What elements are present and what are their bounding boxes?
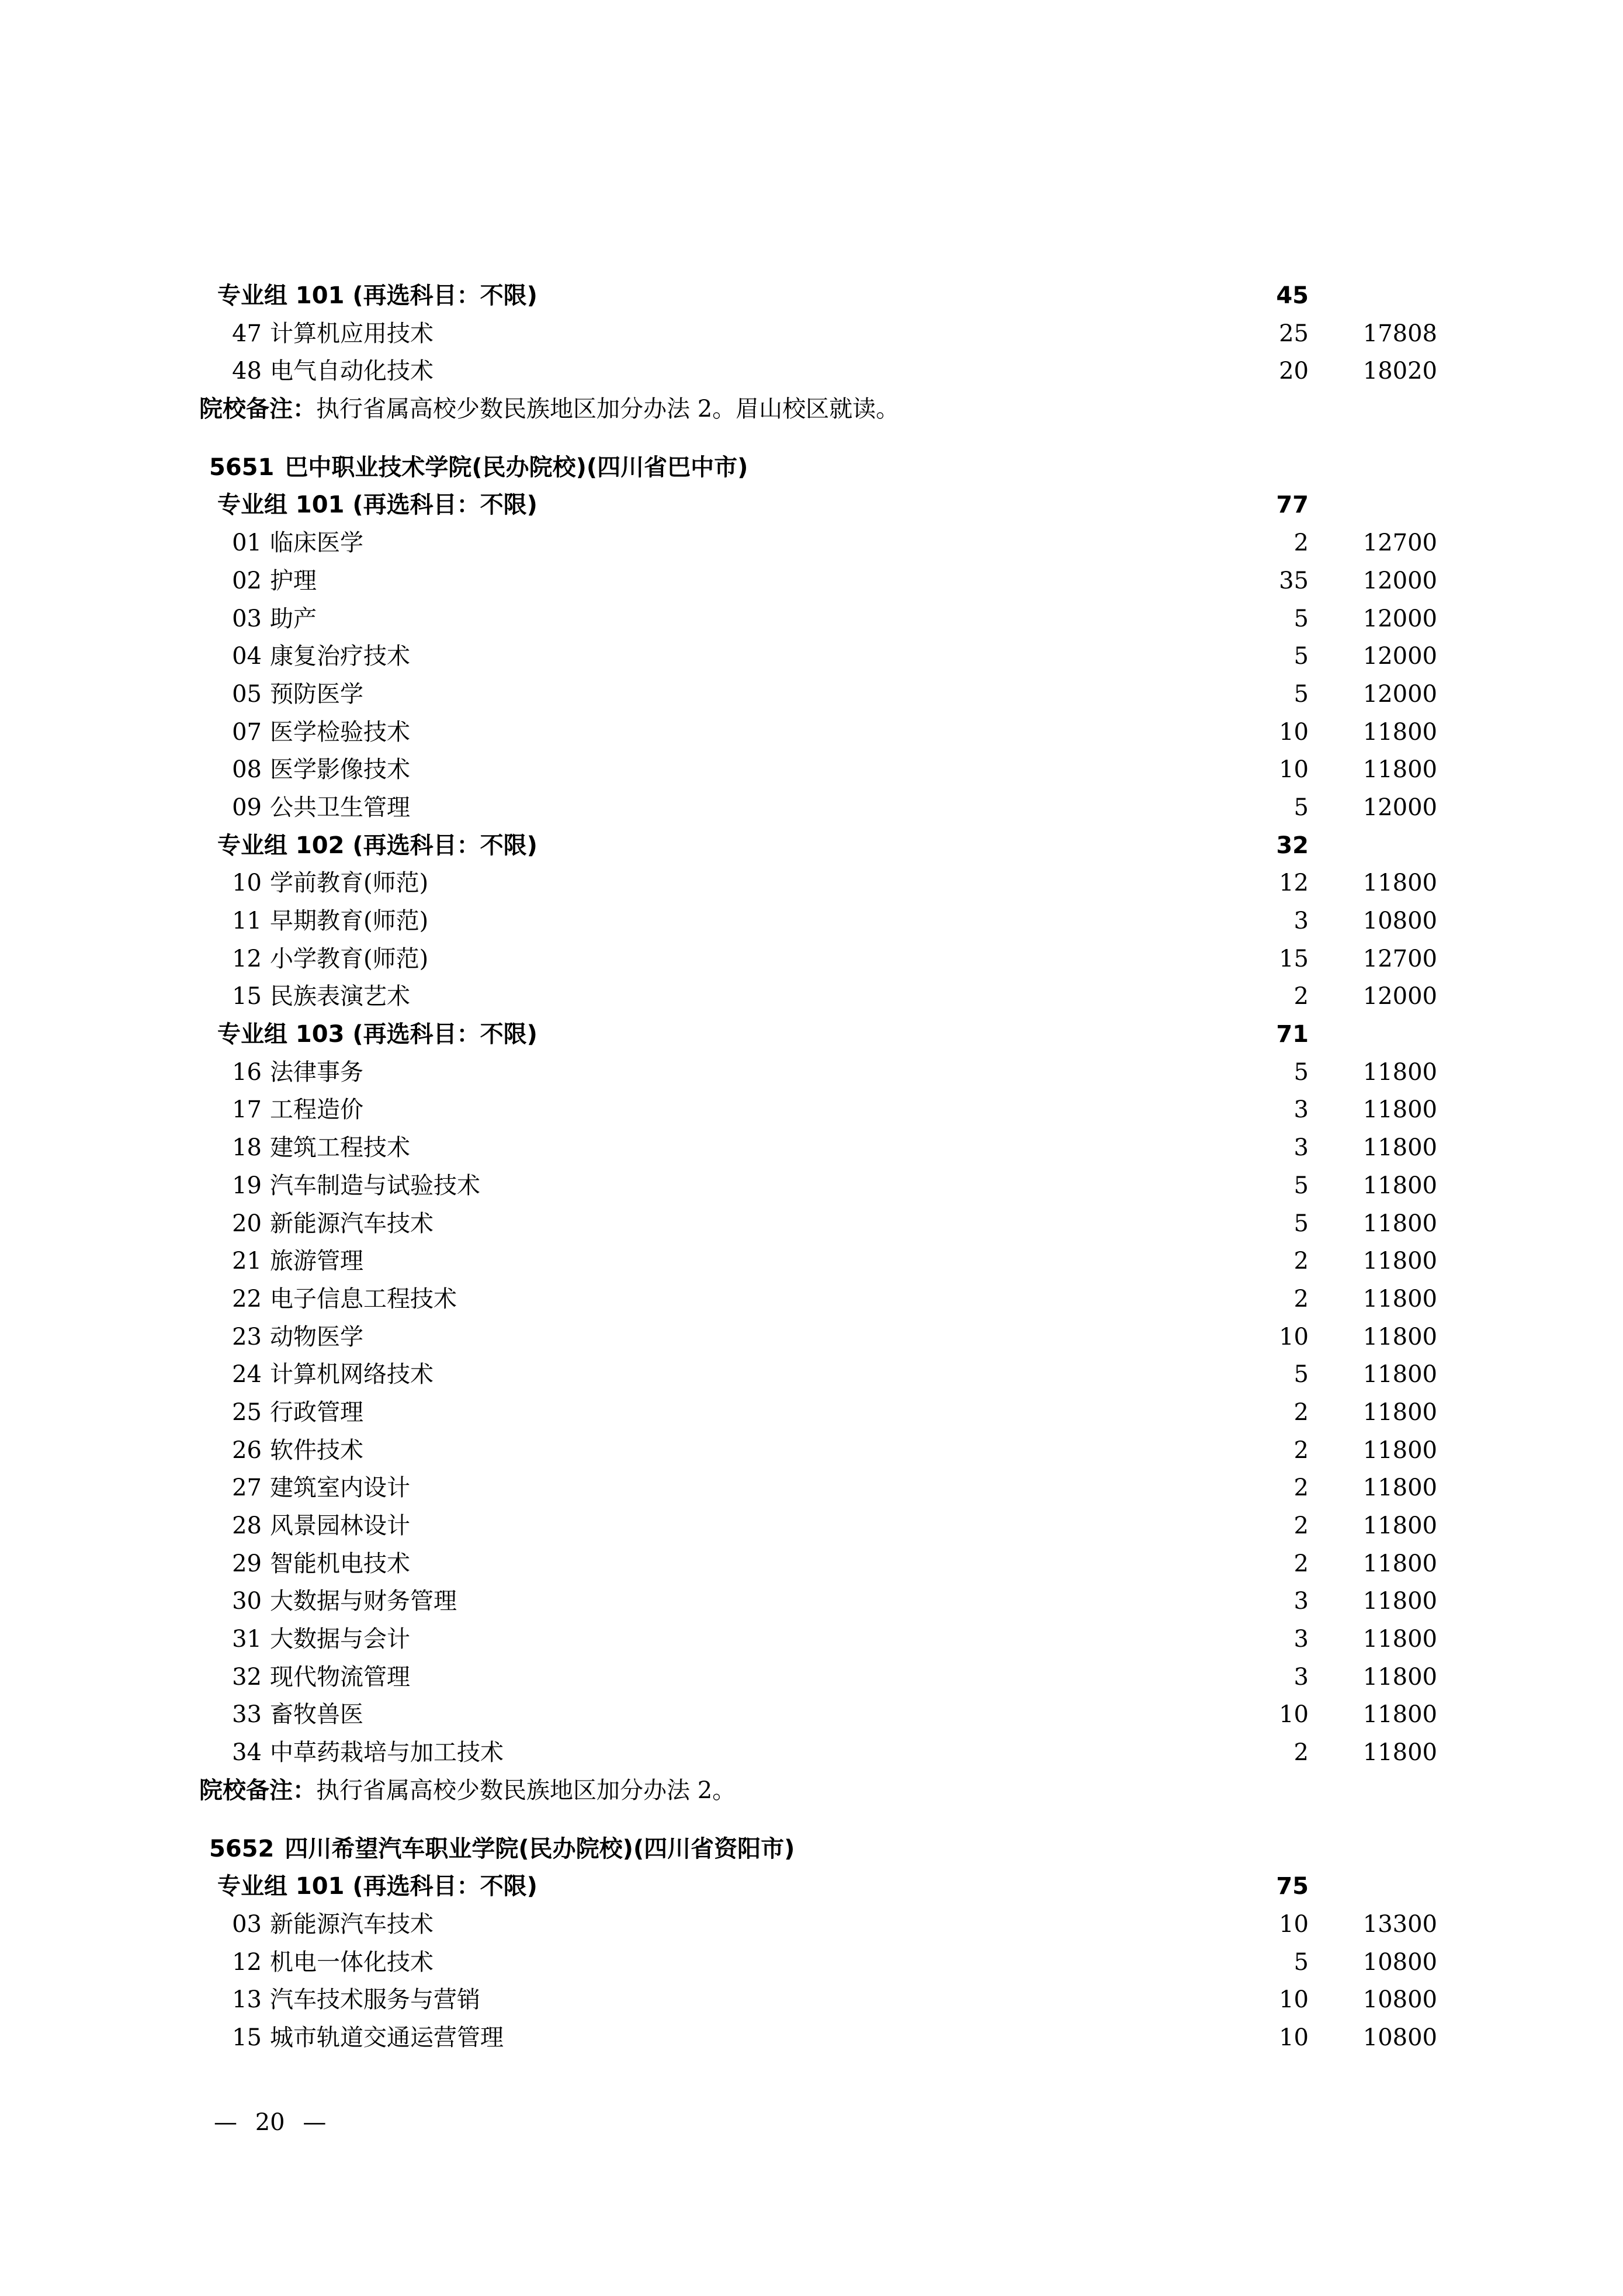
- row-remark: [0, 390, 1623, 428]
- item-code: 17: [232, 1096, 262, 1124]
- item-fee: 11800: [1362, 1248, 1437, 1275]
- item-fee: 11800: [1362, 1701, 1437, 1729]
- row-item: [0, 714, 1623, 752]
- item-name: 机电一体化技术: [270, 1948, 434, 1976]
- item-fee: 11800: [1362, 756, 1437, 784]
- item-name: 大数据与会计: [270, 1626, 410, 1653]
- row-group: [0, 1868, 1623, 1906]
- row-item: [0, 1091, 1623, 1129]
- row-item: [0, 1620, 1623, 1658]
- item-quota: 2: [1293, 1474, 1309, 1502]
- item-quota: 2: [1293, 1248, 1309, 1275]
- item-quota: 10: [1279, 718, 1309, 746]
- row-item: [0, 600, 1623, 638]
- row-item: [0, 1582, 1623, 1620]
- item-code: 05: [232, 680, 262, 708]
- item-name: 临床医学: [270, 529, 363, 557]
- item-quota: 5: [1293, 643, 1309, 670]
- row-remark: [0, 1772, 1623, 1810]
- group-label: 专业组 102 (再选科目：不限): [217, 832, 537, 859]
- item-quota: 10: [1279, 1701, 1309, 1729]
- remark-text: 执行省属高校少数民族地区加分办法 2。眉山校区就读。: [316, 396, 900, 423]
- item-code: 33: [232, 1701, 262, 1729]
- item-fee: 12000: [1362, 680, 1437, 708]
- item-code: 18: [232, 1134, 262, 1162]
- row-item: [0, 1280, 1623, 1318]
- item-name: 建筑工程技术: [270, 1134, 410, 1162]
- item-name: 智能机电技术: [270, 1550, 410, 1577]
- item-code: 09: [232, 794, 262, 821]
- item-code: 23: [232, 1323, 262, 1350]
- row-item: [0, 1129, 1623, 1167]
- item-code: 19: [232, 1172, 262, 1199]
- item-code: 03: [232, 1910, 262, 1938]
- school-code: 5651: [209, 453, 275, 481]
- item-quota: 35: [1279, 567, 1309, 594]
- row-item: [0, 751, 1623, 789]
- row-item: [0, 562, 1623, 600]
- item-name: 软件技术: [270, 1436, 363, 1464]
- row-item: [0, 1696, 1623, 1734]
- row-item: [0, 315, 1623, 353]
- row-item: [0, 1944, 1623, 1982]
- item-code: 22: [232, 1285, 262, 1313]
- group-quota: 71: [1276, 1021, 1309, 1048]
- item-name: 城市轨道交通运营管理: [270, 2024, 504, 2051]
- item-name: 民族表演艺术: [270, 983, 410, 1010]
- item-fee: 18020: [1362, 358, 1437, 385]
- item-code: 28: [232, 1512, 262, 1539]
- group-quota: 77: [1276, 491, 1309, 519]
- item-fee: 11800: [1362, 1739, 1437, 1767]
- item-fee: 12700: [1362, 529, 1437, 557]
- group-quota: 32: [1276, 832, 1309, 859]
- item-fee: 11800: [1362, 1134, 1437, 1162]
- item-quota: 5: [1293, 605, 1309, 632]
- item-quota: 5: [1293, 1361, 1309, 1388]
- row-item: [0, 1906, 1623, 1944]
- group-quota: 45: [1276, 282, 1309, 309]
- item-fee: 11800: [1362, 870, 1437, 897]
- page-number: — 20 —: [214, 2109, 327, 2136]
- group-label: 专业组 101 (再选科目：不限): [217, 282, 537, 309]
- row-item: [0, 1545, 1623, 1583]
- item-quota: 2: [1293, 1398, 1309, 1426]
- row-item: [0, 1242, 1623, 1280]
- remark-label: 院校备注：: [199, 396, 316, 423]
- school-name: 巴中职业技术学院(民办院校)(四川省巴中市): [285, 453, 748, 481]
- remark-text: 执行省属高校少数民族地区加分办法 2。: [316, 1776, 736, 1804]
- row-group: [0, 277, 1623, 315]
- item-name: 法律事务: [270, 1058, 363, 1086]
- item-fee: 10800: [1362, 1948, 1437, 1976]
- school-name: 四川希望汽车职业学院(民办院校)(四川省资阳市): [285, 1835, 795, 1862]
- item-code: 15: [232, 983, 262, 1010]
- item-quota: 10: [1279, 2024, 1309, 2051]
- item-code: 08: [232, 756, 262, 784]
- item-quota: 3: [1293, 1626, 1309, 1653]
- item-code: 30: [232, 1588, 262, 1615]
- item-fee: 11800: [1362, 1436, 1437, 1464]
- item-quota: 2: [1293, 983, 1309, 1010]
- item-name: 新能源汽车技术: [270, 1910, 434, 1938]
- item-name: 计算机应用技术: [270, 320, 434, 347]
- row-item: [0, 978, 1623, 1016]
- item-name: 电气自动化技术: [270, 358, 434, 385]
- row-item: [0, 1394, 1623, 1432]
- item-fee: 12000: [1362, 605, 1437, 632]
- item-quota: 3: [1293, 908, 1309, 934]
- item-name: 早期教育(师范): [270, 908, 429, 934]
- item-name: 现代物流管理: [270, 1663, 410, 1691]
- row-school: [0, 449, 1623, 487]
- item-name: 学前教育(师范): [270, 870, 429, 897]
- item-fee: 11800: [1362, 1361, 1437, 1388]
- row-item: [0, 1469, 1623, 1507]
- item-code: 12: [232, 1948, 262, 1976]
- row-item: [0, 1432, 1623, 1470]
- remark-label: 院校备注：: [199, 1776, 316, 1804]
- row-item: [0, 789, 1623, 827]
- item-quota: 12: [1279, 870, 1309, 897]
- item-quota: 3: [1293, 1588, 1309, 1615]
- item-quota: 5: [1293, 1172, 1309, 1199]
- item-name: 旅游管理: [270, 1248, 363, 1275]
- row-item: [0, 2019, 1623, 2057]
- group-quota: 75: [1276, 1873, 1309, 1900]
- item-quota: 5: [1293, 1948, 1309, 1976]
- item-quota: 2: [1293, 1550, 1309, 1577]
- item-name: 预防医学: [270, 680, 363, 708]
- item-quota: 2: [1293, 1285, 1309, 1313]
- item-name: 中草药栽培与加工技术: [270, 1739, 504, 1767]
- item-name: 计算机网络技术: [270, 1361, 434, 1388]
- item-code: 24: [232, 1361, 262, 1388]
- item-code: 26: [232, 1436, 262, 1464]
- item-fee: 12000: [1362, 983, 1437, 1010]
- item-quota: 2: [1293, 1436, 1309, 1464]
- item-name: 助产: [270, 605, 317, 632]
- item-fee: 11800: [1362, 1474, 1437, 1502]
- row-item: [0, 1356, 1623, 1394]
- item-name: 公共卫生管理: [270, 794, 410, 821]
- item-name: 新能源汽车技术: [270, 1210, 434, 1237]
- item-code: 03: [232, 605, 262, 632]
- row-item: [0, 1318, 1623, 1356]
- item-code: 13: [232, 1986, 262, 2014]
- item-name: 行政管理: [270, 1398, 363, 1426]
- item-name: 医学检验技术: [270, 718, 410, 746]
- item-code: 31: [232, 1626, 262, 1653]
- item-fee: 11800: [1362, 1058, 1437, 1086]
- item-code: 15: [232, 2024, 262, 2051]
- item-fee: 12000: [1362, 567, 1437, 594]
- item-code: 07: [232, 718, 262, 746]
- row-item: [0, 1205, 1623, 1243]
- item-quota: 5: [1293, 794, 1309, 821]
- item-code: 16: [232, 1058, 262, 1086]
- item-code: 04: [232, 643, 262, 670]
- item-name: 康复治疗技术: [270, 643, 410, 670]
- item-quota: 3: [1293, 1096, 1309, 1124]
- item-quota: 10: [1279, 1910, 1309, 1938]
- item-fee: 12700: [1362, 945, 1437, 972]
- row-item: [0, 1981, 1623, 2019]
- item-name: 电子信息工程技术: [270, 1285, 457, 1313]
- item-quota: 10: [1279, 1986, 1309, 2014]
- item-fee: 12000: [1362, 794, 1437, 821]
- item-fee: 11800: [1362, 1096, 1437, 1124]
- item-code: 47: [232, 320, 262, 347]
- item-fee: 11800: [1362, 718, 1437, 746]
- row-item: [0, 1734, 1623, 1772]
- item-fee: 12000: [1362, 643, 1437, 670]
- item-code: 32: [232, 1663, 262, 1691]
- item-quota: 5: [1293, 1058, 1309, 1086]
- item-quota: 3: [1293, 1663, 1309, 1691]
- item-code: 48: [232, 358, 262, 385]
- item-fee: 13300: [1362, 1910, 1437, 1938]
- item-name: 畜牧兽医: [270, 1701, 363, 1729]
- item-fee: 11800: [1362, 1626, 1437, 1653]
- item-quota: 2: [1293, 529, 1309, 557]
- item-code: 10: [232, 870, 262, 897]
- row-item: [0, 638, 1623, 676]
- item-fee: 11800: [1362, 1323, 1437, 1350]
- item-name: 汽车制造与试验技术: [270, 1172, 480, 1199]
- row-item: [0, 1507, 1623, 1545]
- row-school: [0, 1830, 1623, 1868]
- item-quota: 2: [1293, 1512, 1309, 1539]
- item-name: 护理: [270, 567, 317, 594]
- row-item: [0, 524, 1623, 562]
- item-name: 医学影像技术: [270, 756, 410, 784]
- item-name: 建筑室内设计: [270, 1474, 410, 1502]
- row-group: [0, 486, 1623, 524]
- item-code: 11: [232, 908, 262, 934]
- item-code: 27: [232, 1474, 262, 1502]
- item-quota: 15: [1279, 945, 1309, 972]
- item-name: 小学教育(师范): [270, 945, 429, 972]
- row-item: [0, 940, 1623, 978]
- item-fee: 11800: [1362, 1512, 1437, 1539]
- item-quota: 10: [1279, 1323, 1309, 1350]
- row-item: [0, 1167, 1623, 1205]
- row-group: [0, 827, 1623, 865]
- item-quota: 10: [1279, 756, 1309, 784]
- item-name: 汽车技术服务与营销: [270, 1986, 480, 2014]
- item-fee: 11800: [1362, 1588, 1437, 1615]
- item-quota: 5: [1293, 1210, 1309, 1237]
- row-item: [0, 902, 1623, 940]
- row-item: [0, 864, 1623, 902]
- item-code: 25: [232, 1398, 262, 1426]
- item-fee: 11800: [1362, 1172, 1437, 1199]
- item-fee: 10800: [1362, 2024, 1437, 2051]
- item-quota: 20: [1279, 358, 1309, 385]
- group-label: 专业组 101 (再选科目：不限): [217, 491, 537, 519]
- row-item: [0, 352, 1623, 390]
- group-label: 专业组 101 (再选科目：不限): [217, 1873, 537, 1900]
- item-quota: 3: [1293, 1134, 1309, 1162]
- item-fee: 11800: [1362, 1398, 1437, 1426]
- table-body: [0, 277, 1623, 2057]
- item-fee: 11800: [1362, 1210, 1437, 1237]
- item-code: 21: [232, 1248, 262, 1275]
- item-code: 20: [232, 1210, 262, 1237]
- item-code: 12: [232, 945, 262, 972]
- item-name: 工程造价: [270, 1096, 363, 1124]
- item-fee: 17808: [1362, 320, 1437, 347]
- item-code: 01: [232, 529, 262, 557]
- item-fee: 11800: [1362, 1663, 1437, 1691]
- item-fee: 11800: [1362, 1550, 1437, 1577]
- item-name: 大数据与财务管理: [270, 1588, 457, 1615]
- item-name: 风景园林设计: [270, 1512, 410, 1539]
- item-quota: 5: [1293, 680, 1309, 708]
- row-group: [0, 1016, 1623, 1054]
- item-quota: 2: [1293, 1739, 1309, 1767]
- item-name: 动物医学: [270, 1323, 363, 1350]
- item-code: 02: [232, 567, 262, 594]
- school-code: 5652: [209, 1835, 275, 1862]
- row-item: [0, 1658, 1623, 1696]
- group-label: 专业组 103 (再选科目：不限): [217, 1021, 537, 1048]
- row-item: [0, 1054, 1623, 1092]
- item-code: 29: [232, 1550, 262, 1577]
- item-fee: 10800: [1362, 1986, 1437, 2014]
- item-fee: 10800: [1362, 908, 1437, 934]
- item-fee: 11800: [1362, 1285, 1437, 1313]
- item-quota: 25: [1279, 320, 1309, 347]
- row-item: [0, 676, 1623, 714]
- item-code: 34: [232, 1739, 262, 1767]
